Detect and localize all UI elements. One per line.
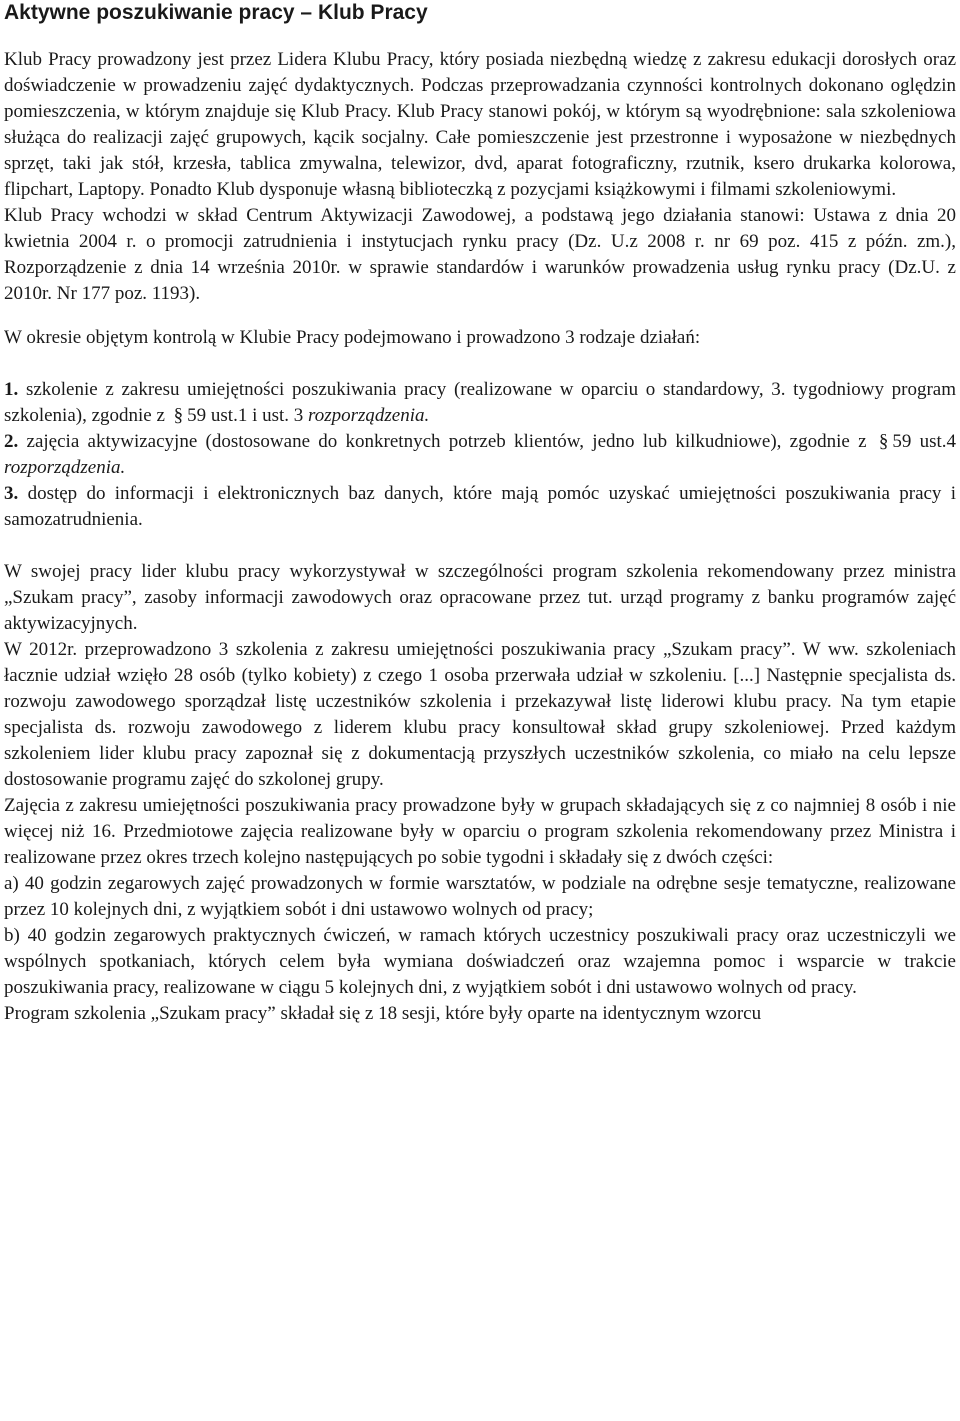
list-item-text: szkolenie z zakresu umiejętności poszukiwania pracy (realizowane w oparciu o standardowy, 3. tygodniowy program szkolenia), zgodnie z: [4, 379, 957, 426]
section-sign: §: [878, 431, 889, 452]
paragraph-intro: Klub Pracy prowadzony jest przez Lidera Klubu Pracy, który posiada niezbędną wiedzę z zakresu edukacji dorosłych oraz doświadczenie w prowadzeniu zajęć dydaktycznych. Podczas przeprowadzania czynności kontrolnych dokonano oględzin pomieszczenia, w którym znajduje się Klub Pracy. Klub Pracy stanowi pokój, w którym są wyodrębnione: sala szkoleniowa służąca do realizacji zajęć grupowych, kącik socjalny. Całe pomieszczenie jest przestronne i wyposażone w niezbędnych sprzęt, taki jak stół, krzesła, tablica zmywalna, telewizor, dvd, aparat fotograficzny, rzutnik, ksero drukarka kolorowa, flipchart, Laptopy. Ponadto Klub dysponuje własną biblioteczką z pozycjami książkowymi i filmami szkoleniowymi.: [4, 49, 956, 200]
page-title: Aktywne poszukiwanie pracy – Klub Pracy: [4, 1, 428, 24]
list-item: [4, 429, 956, 481]
list-item-text: dostęp do informacji i elektronicznych baz danych, które mają pomóc uzyskać umiejętności poszukiwania pracy i samozatrudnienia.: [4, 483, 957, 530]
activities-list: [4, 377, 956, 533]
list-item-number: 2.: [4, 431, 19, 452]
list-item-number: 1.: [4, 379, 19, 400]
list-item-text: zajęcia aktywizacyjne (dostosowane do konkretnych potrzeb klientów, jedno lub kilkudniowe), zgodnie z: [26, 431, 867, 452]
section-sign: §: [173, 405, 184, 426]
paragraph-activities-intro: W okresie objętym kontrolą w Klubie Pracy podejmowano i prowadzono 3 rodzaje działań:: [4, 327, 701, 348]
list-item-italic: rozporządzenia.: [4, 457, 126, 478]
list-item-number: 3.: [4, 483, 19, 504]
paragraph-part-b: b) 40 godzin zegarowych praktycznych ćwiczeń, w ramach których uczestnicy poszukiwali pracy oraz uczestniczyli we wspólnych spotkaniach, których celem była wymiana doświadczeń oraz wzajemna pomoc i wsparcie w trakcie poszukiwania pracy, realizowane w ciągu 5 kolejnych dni, z wyjątkiem sobót i dni ustawowo wolnych od pracy.: [4, 925, 956, 998]
list-item: [4, 481, 956, 533]
list-item-italic: rozporządzenia.: [308, 405, 430, 426]
paragraph-legal-basis: Klub Pracy wchodzi w skład Centrum Aktywizacji Zawodowej, a podstawą jego działania stanowi: Ustawa z dnia 20 kwietnia 2004 r. o promocji zatrudnienia i instytucjach rynku pracy (Dz. U.z 2008 r. nr 69 poz. 415 z późn. zm.), Rozporządzenie z dnia 14 września 2010r. w sprawie standardów i warunków prowadzenia usług rynku pracy (Dz.U. z 2010r. Nr 177 poz. 1193).: [4, 205, 956, 304]
paragraph-groups: Zajęcia z zakresu umiejętności poszukiwania pracy prowadzone były w grupach składających się z co najmniej 8 osób i nie więcej niż 16. Przedmiotowe zajęcia realizowane były w oparciu o program szkolenia rekomendowany przez Ministra i realizowane przez okres trzech kolejno następujących po sobie tygodni i składały się z dwóch części:: [4, 795, 956, 868]
list-item: [4, 377, 956, 429]
list-item-ref: 59 ust.4: [892, 431, 957, 452]
paragraph-part-a: a) 40 godzin zegarowych zajęć prowadzonych w formie warsztatów, w podziale na odrębne sesje tematyczne, realizowane przez 10 kolejnych dni, z wyjątkiem sobót i dni ustawowo wolnych od pracy;: [4, 873, 956, 920]
paragraph-program: W swojej pracy lider klubu pracy wykorzystywał w szczególności program szkolenia rekomendowany przez ministra „Szukam pracy”, zasoby informacji zawodowych oraz opracowane przez tut. urząd programy z banku programów zajęć aktywizacyjnych.: [4, 561, 956, 634]
paragraph-sessions: Program szkolenia „Szukam pracy” składał się z 18 sesji, które były oparte na identycznym wzorcu: [4, 1003, 762, 1024]
paragraph-trainings-2012: W 2012r. przeprowadzono 3 szkolenia z zakresu umiejętności poszukiwania pracy „Szukam pracy”. W ww. szkoleniach łacznie udział wzięło 28 osób (tylko kobiety) z czego 1 osoba przerwała udział w szkoleniu. [...] Następnie specjalista ds. rozwoju zawodowego sporządzał listę uczestników szkolenia i przekazywał listę liderowi klubu pracy. Na tym etapie specjalista ds. rozwoju zawodowego z liderem klubu pracy konsultował skład grupy szkoleniowej. Przed każdym szkoleniem lider klubu pracy zapoznał się z dokumentacją przyszłych uczestników szkolenia, co miało na celu lepsze dostosowanie programu zajęć do szkolonej grupy.: [4, 639, 956, 790]
list-item-ref: 59 ust.1 i ust. 3: [187, 405, 304, 426]
